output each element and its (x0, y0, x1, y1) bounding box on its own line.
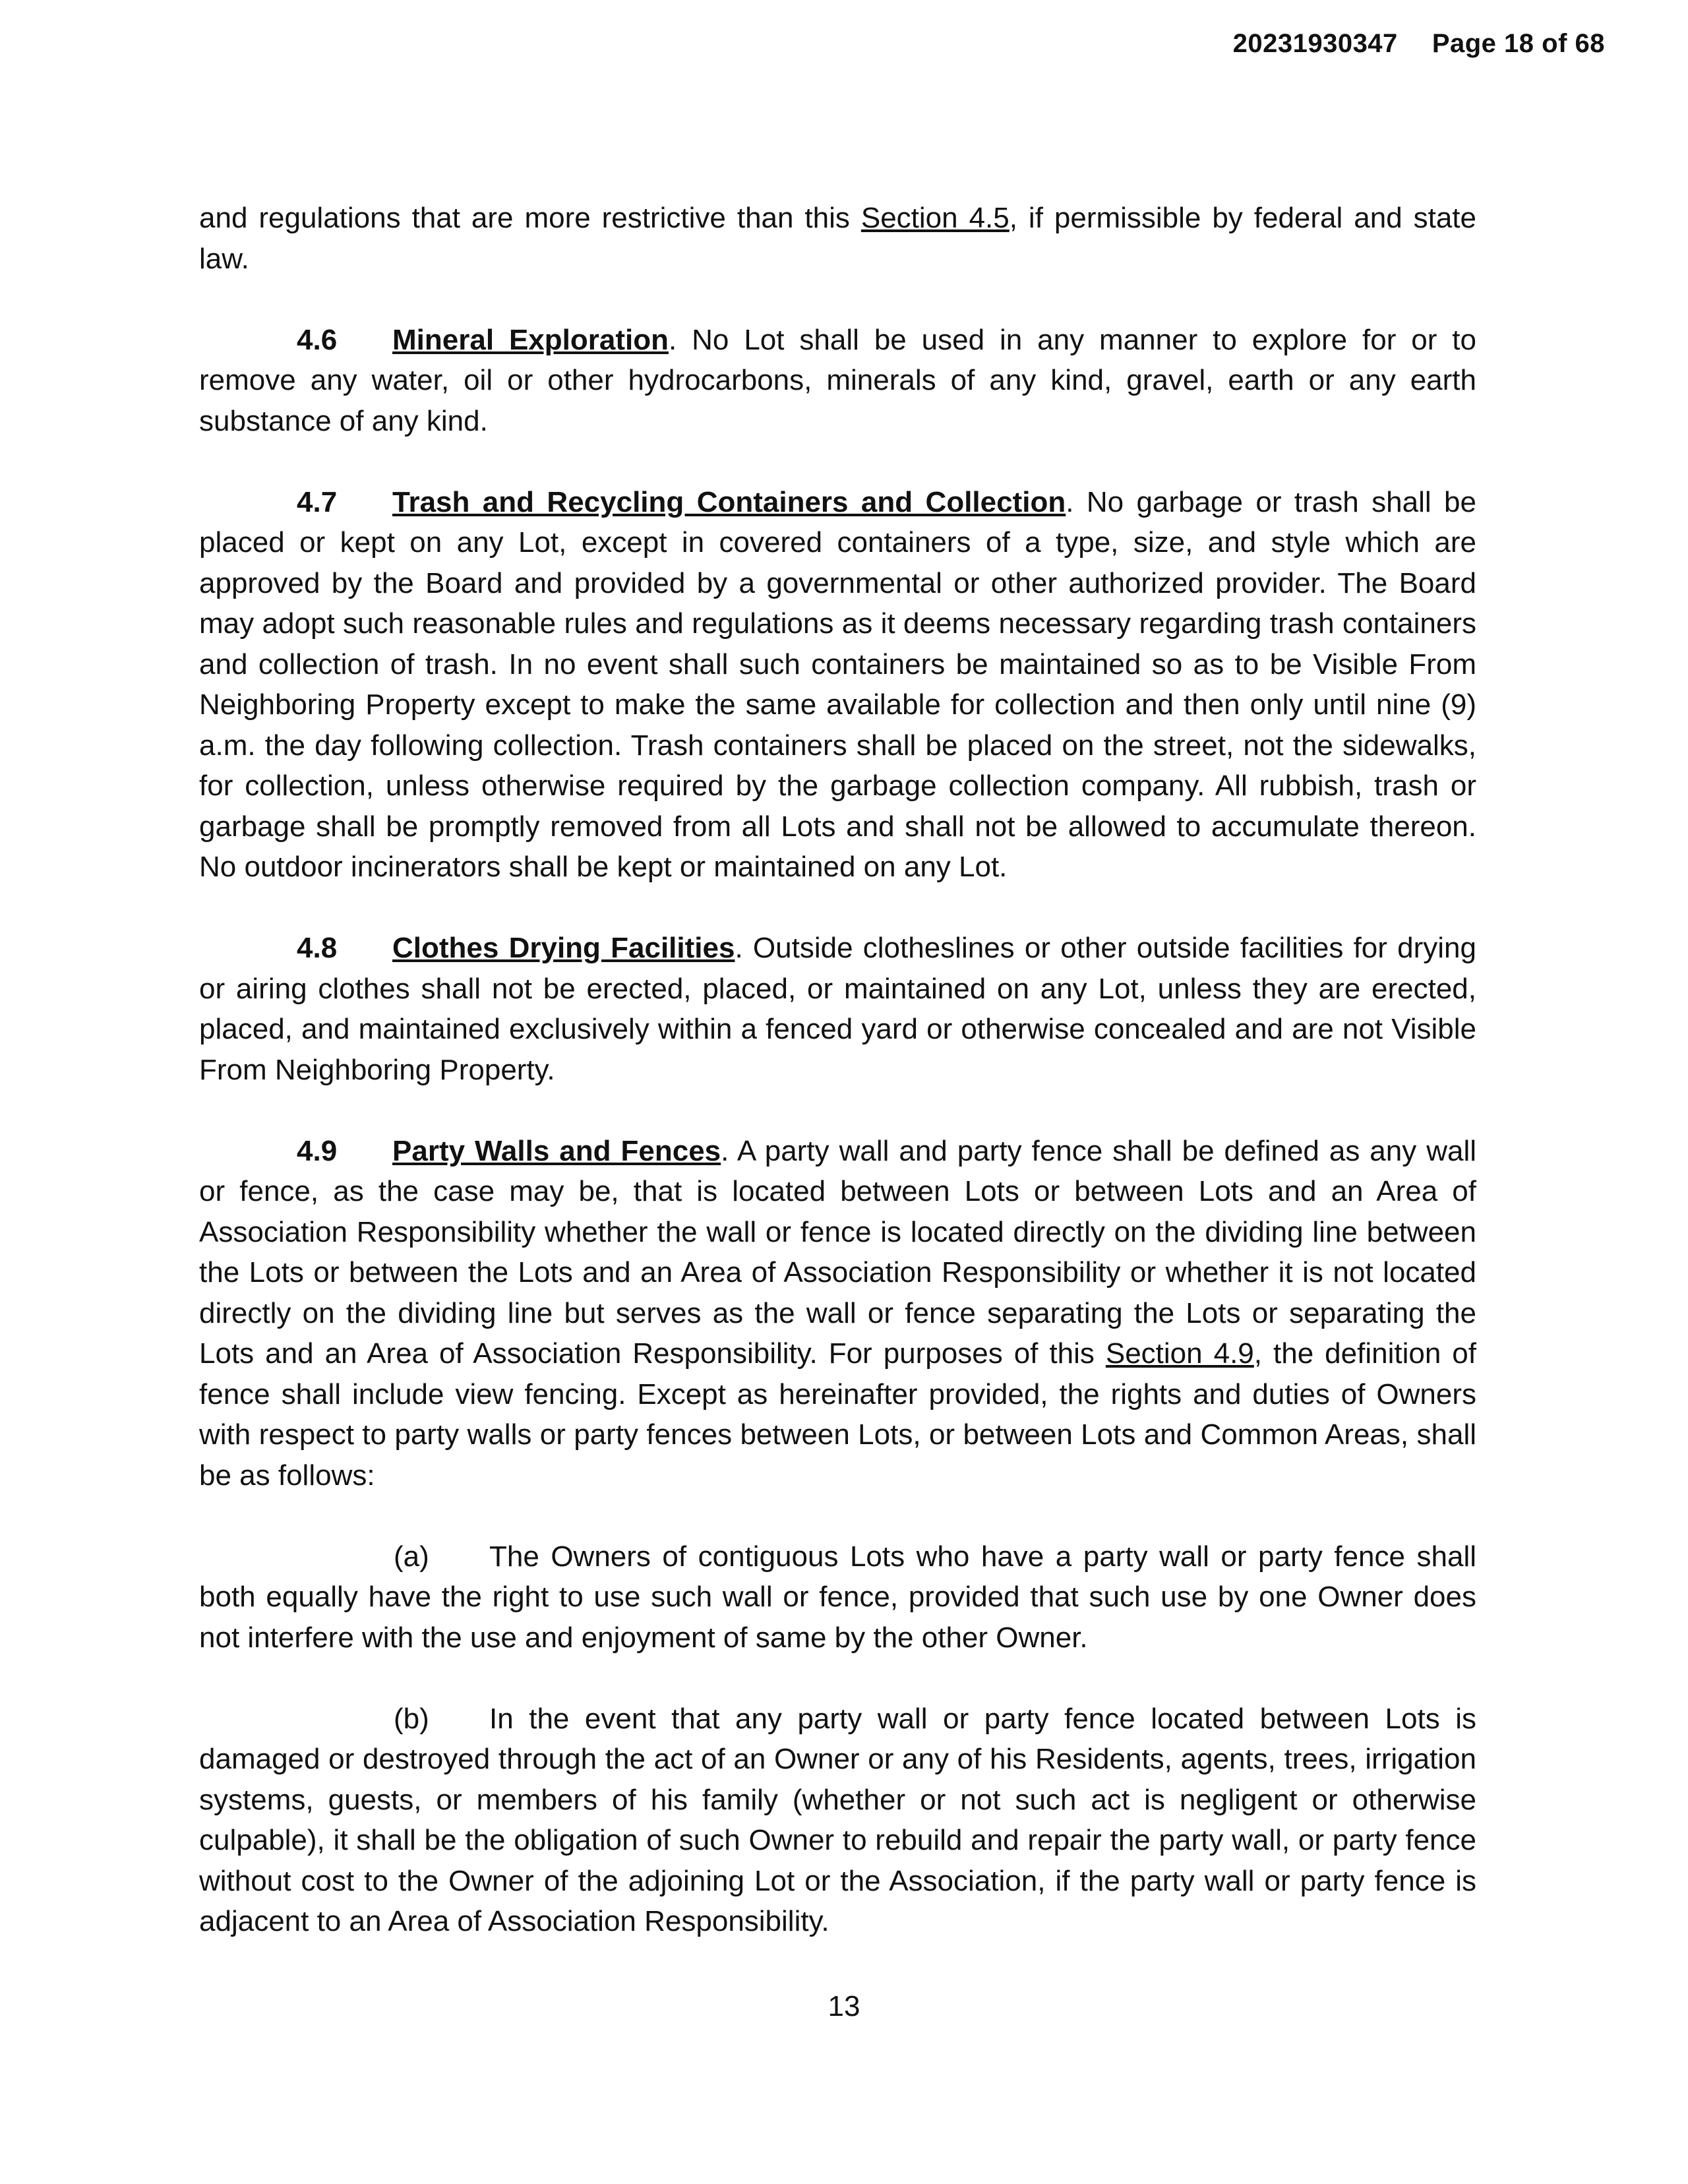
paragraph-text: , if permissible by federal and state law. (199, 202, 1477, 275)
section-title: Mineral Exploration (392, 323, 669, 356)
section-body: . No garbage or trash shall be placed or kept on any Lot, except in covered containers of a type, size, and style which are approved by the Board and provided by a governmental or other authorized provider. The Board may adopt such reasonable rules and regulations as it deems necessary regarding trash containers and collection of trash. In no event shall such containers be maintained so as to be Visible From Neighboring Property except to make the same available for collection and then only until nine (9) a.m. the day following collection. Trash containers shall be placed on the street, not the sidewalks, for collection, unless otherwise required by the garbage collection company. All rubbish, trash or garbage shall be promptly removed from all Lots and shall not be allowed to accumulate thereon. No outdoor incinerators shall be kept or maintained on any Lot. (199, 485, 1476, 883)
paragraph-text: and regulations that are more restrictive than this (199, 202, 861, 234)
document-number: 20231930347 (1232, 29, 1398, 58)
subsection-a (199, 1536, 1476, 1658)
section-title: Clothes Drying Facilities (392, 932, 735, 964)
section-body: . No Lot shall be used in any manner to explore for or to remove any water, oil or other hydrocarbons, minerals of any kind, gravel, earth or any earth substance of any kind. (199, 323, 1477, 437)
section-body: , the definition of fence shall include view fencing. Except as hereinafter provided, the rights and duties of Owners with respect to party walls or party fences between Lots, or between Lots and Common Areas, shall be as follows: (199, 1337, 1477, 1492)
document-body (199, 198, 1476, 1942)
subsection-b (199, 1699, 1476, 1942)
page-label: Page 18 of 68 (1432, 29, 1605, 58)
section-title: Trash and Recycling Containers and Collection (392, 485, 1066, 518)
section-reference: Section 4.5 (860, 202, 1010, 234)
page-header (1233, 29, 1605, 59)
subsection-label: (b) (394, 1702, 429, 1735)
section-4-8 (199, 928, 1476, 1090)
section-body: . A party wall and party fence shall be defined as any wall or fence, as the case may be, that is located between Lots or between Lots and an Area of Association Responsibility whether the wall or fence is located directly on the dividing line between the Lots or between the Lots and an Area of Association Responsibility or whether it is not located directly on the dividing line but serves as the wall or fence separating the Lots or separating the Lots and an Area of Association Responsibility. For purposes of this (199, 1134, 1477, 1370)
subsection-body: The Owners of contiguous Lots who have a party wall or party fence shall both equally have the right to use such wall or fence, provided that such use by one Owner does not interfere with the use and enjoyment of same by the other Owner. (199, 1540, 1476, 1654)
section-4-7 (199, 482, 1476, 888)
section-body: . Outside clotheslines or other outside facilities for drying or airing clothes shall not be erected, placed, or maintained on any Lot, unless they are erected, placed, and maintained exclusively within a fenced yard or otherwise concealed and are not Visible From Neighboring Property. (199, 932, 1476, 1086)
page-footer (0, 1990, 1688, 2023)
section-title: Party Walls and Fences (392, 1134, 721, 1167)
subsection-body: In the event that any party wall or party fence located between Lots is damaged or destroyed through the act of an Owner or any of his Residents, agents, trees, irrigation systems, guests, or members of his family (whether or not such act is negligent or otherwise culpable), it shall be the obligation of such Owner to rebuild and repair the party wall, or party fence without cost to the Owner of the adjoining Lot or the Association, if the party wall or party fence is adjacent to an Area of Association Responsibility. (199, 1702, 1476, 1937)
section-4-9 (199, 1131, 1476, 1496)
section-number: 4.8 (297, 932, 338, 964)
section-4-6 (199, 320, 1476, 442)
section-number: 4.9 (297, 1134, 338, 1167)
subsection-label: (a) (394, 1540, 429, 1573)
paragraph-carryover (199, 198, 1476, 279)
section-number: 4.7 (297, 485, 338, 518)
section-number: 4.6 (297, 323, 338, 356)
page-number: 13 (828, 1990, 860, 2022)
section-reference: Section 4.9 (1105, 1337, 1254, 1370)
